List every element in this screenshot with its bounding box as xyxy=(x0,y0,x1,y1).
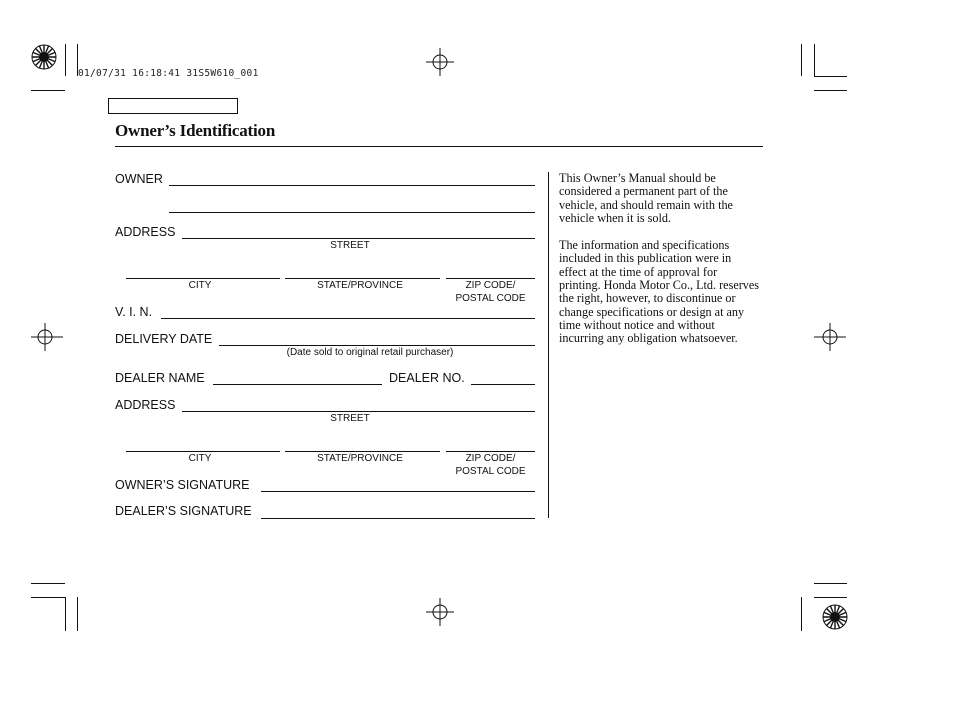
registration-mark-right xyxy=(814,323,846,351)
dealer-city-field[interactable] xyxy=(126,451,280,452)
city-caption: CITY xyxy=(188,280,212,291)
dealer-no-field[interactable] xyxy=(471,384,535,385)
city-field[interactable] xyxy=(126,278,280,279)
color-target-bottom-right xyxy=(822,604,848,630)
dealer-street-field[interactable] xyxy=(182,411,535,412)
color-target-top-left xyxy=(31,44,57,70)
registration-mark-top xyxy=(426,48,454,76)
zip-caption-line-1: ZIP CODE/ xyxy=(465,280,516,291)
dealer-city-caption: CITY xyxy=(188,453,212,464)
section-tab-box xyxy=(108,98,238,114)
zip-caption-line-2: POSTAL CODE xyxy=(455,293,526,304)
street-caption: STREET xyxy=(330,240,370,251)
delivery-date-caption: (Date sold to original retail purchaser) xyxy=(286,347,454,358)
street-field[interactable] xyxy=(182,238,535,239)
owner-signature-field[interactable] xyxy=(261,491,535,492)
dealer-name-label: DEALER NAME xyxy=(115,371,205,385)
manual-note xyxy=(559,172,761,360)
registration-mark-left xyxy=(31,323,63,351)
dealer-zip-field[interactable] xyxy=(446,451,535,452)
delivery-date-field[interactable] xyxy=(219,345,535,346)
owner-field[interactable] xyxy=(169,185,535,186)
dealer-state-caption: STATE/PROVINCE xyxy=(317,453,403,464)
owner-signature-label: OWNER’S SIGNATURE xyxy=(115,478,250,492)
dealer-signature-label: DEALER’S SIGNATURE xyxy=(115,504,252,518)
delivery-date-label: DELIVERY DATE xyxy=(115,332,213,346)
page-title: Owner’s Identification xyxy=(115,121,276,140)
manual-note-paragraph-1: This Owner’s Manual should be considered a permanent part of the vehicle, and should remain with the vehicle when it is sold. xyxy=(559,171,733,225)
owner-field-line-2[interactable] xyxy=(169,212,535,213)
title-rule xyxy=(115,146,763,147)
zip-field[interactable] xyxy=(446,278,535,279)
state-caption: STATE/PROVINCE xyxy=(317,280,403,291)
print-stamp: 01/07/31 16:18:41 31S5W610_001 xyxy=(78,68,259,79)
vin-field[interactable] xyxy=(161,318,535,319)
manual-note-paragraph-2: The information and specifications included in this publication were in effect at the time of approval for printing. Honda Motor Co., Ltd. reserves the right, however, to discontinue or change specifications or design at any time without notice and without incurring any obligation whatsoever. xyxy=(559,238,760,346)
dealer-no-label: DEALER NO. xyxy=(389,371,465,385)
state-field[interactable] xyxy=(285,278,440,279)
column-divider xyxy=(548,172,549,518)
dealer-name-field[interactable] xyxy=(213,384,382,385)
dealer-zip-caption-line-1: ZIP CODE/ xyxy=(465,453,516,464)
address-label: ADDRESS xyxy=(115,225,176,239)
dealer-state-field[interactable] xyxy=(285,451,440,452)
owner-label: OWNER xyxy=(115,172,163,186)
dealer-address-label: ADDRESS xyxy=(115,398,176,412)
dealer-street-caption: STREET xyxy=(330,413,370,424)
vin-label: V. I. N. xyxy=(115,305,153,319)
dealer-zip-caption-line-2: POSTAL CODE xyxy=(455,466,526,477)
registration-mark-bottom xyxy=(426,598,454,626)
dealer-signature-field[interactable] xyxy=(261,518,535,519)
